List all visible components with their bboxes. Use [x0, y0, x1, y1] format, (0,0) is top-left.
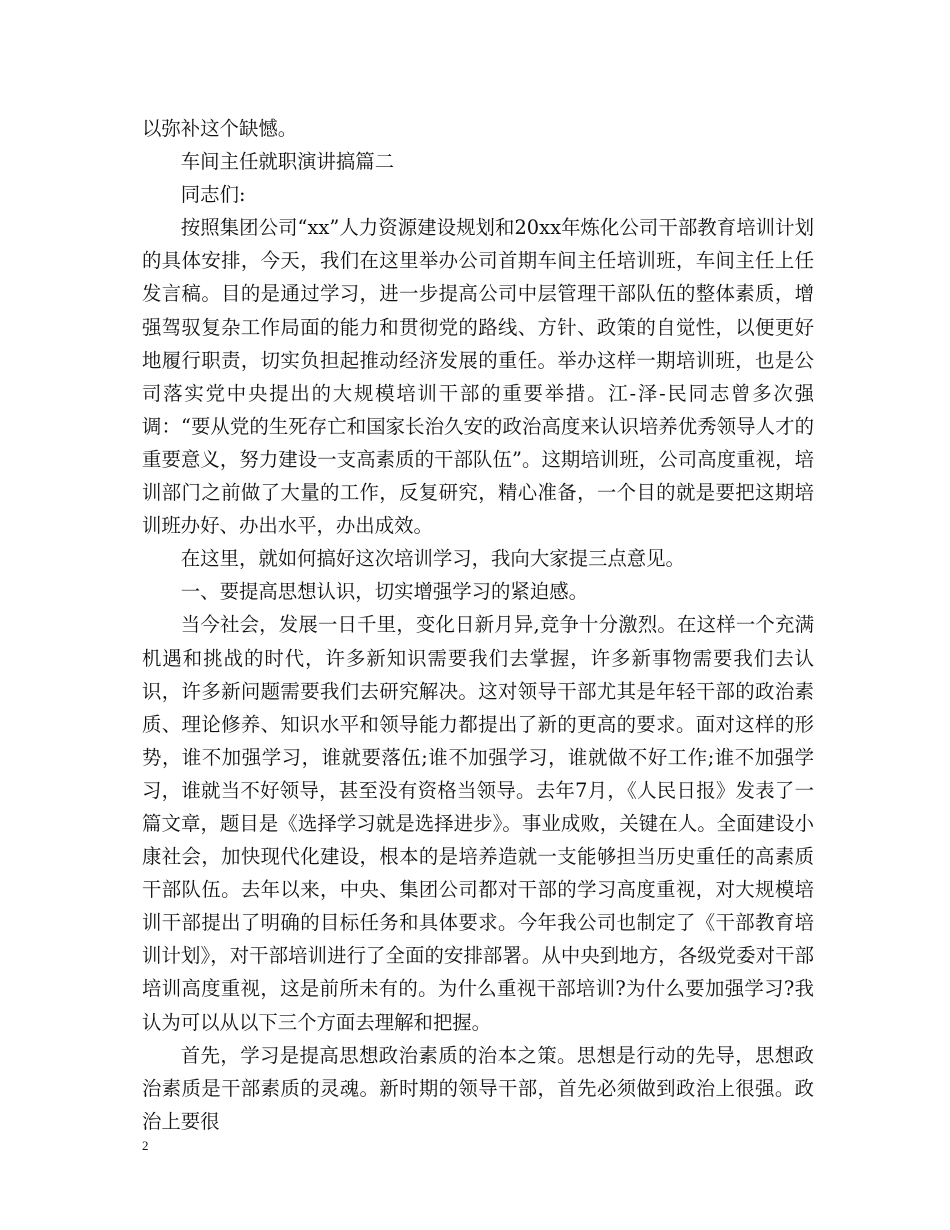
paragraph-opinions: 在这里，就如何搞好这次培训学习，我向大家提三点意见。: [180, 547, 685, 571]
document-body: [142, 112, 814, 1138]
paragraph-society: 当今社会，发展一日千里，变化日新月异,竞争十分激烈。在这样一个充满机遇和挑战的时代，许多新知识需要我们去掌握，许多新事物需要我们去认识，许多新问题需要我们去研究解决。这对领导干部尤其是年轻干部的政治素质、理论修养、知识水平和领导能力都提出了新的更高的要求。面对这样的形势，谁不加强学习，谁就要落伍;谁不加强学习，谁就做不好工作;谁不加强学习，谁就当不好领导，甚至没有资格当领导。去年7月，《人民日报》发表了一篇文章，题目是《选择学习就是选择进步》。事业成败，关键在人。全面建设小康社会，加快现代化建设，根本的是培养造就一支能够担当历史重任的高素质干部队伍。去年以来，中央、集团公司都对干部的学习高度重视，对大规模培训干部提出了明确的目标任务和具体要求。今年我公司也制定了《干部教育培训计划》，对干部培训进行了全面的安排部署。从中央到地方，各级党委对干部培训高度重视，这是前所未有的。为什么重视干部培训?为什么要加强学习?我认为可以从以下三个方面去理解和把握。: [142, 613, 814, 1034]
paragraph-introduction: 按照集团公司“xx”人力资源建设规划和20xx年炼化公司干部教育培训计划的具体安排，今天，我们在这里举办公司首期车间主任培训班，车间主任上任发言稿。目的是通过学习，进一步提高公司中层管理干部队伍的整体素质，增强驾驭复杂工作局面的能力和贯彻党的路线、方针、政策的自觉性，以便更好地履行职责，切实负担起推动经济发展的重任。举办这样一期培训班，也是公司落实党中央提出的大规模培训干部的重要举措。江-泽-民同志曾多次强调：“要从党的生死存亡和国家长治久安的政治高度来认识培养优秀领导人才的重要意义，努力建设一支高素质的干部队伍”。这期培训班，公司高度重视，培训部门之前做了大量的工作，反复研究，精心准备，一个目的就是要把这期培训班办好、办出水平，办出成效。: [142, 216, 814, 538]
page-number: 2: [142, 1138, 149, 1153]
paragraph-continuation: 以弥补这个缺憾。: [142, 117, 298, 140]
paragraph-first-reason: 首先，学习是提高思想政治素质的治本之策。思想是行动的先导，思想政治素质是干部素质的灵魂。新时期的领导干部，首先必须做到政治上很强。政治上要很: [142, 1043, 814, 1133]
subheading-point-one: 一、要提高思想认识，切实增强学习的紧迫感。: [180, 580, 588, 604]
salutation: 同志们:: [180, 183, 246, 207]
section-heading: 车间主任就职演讲搞篇二: [180, 150, 395, 174]
